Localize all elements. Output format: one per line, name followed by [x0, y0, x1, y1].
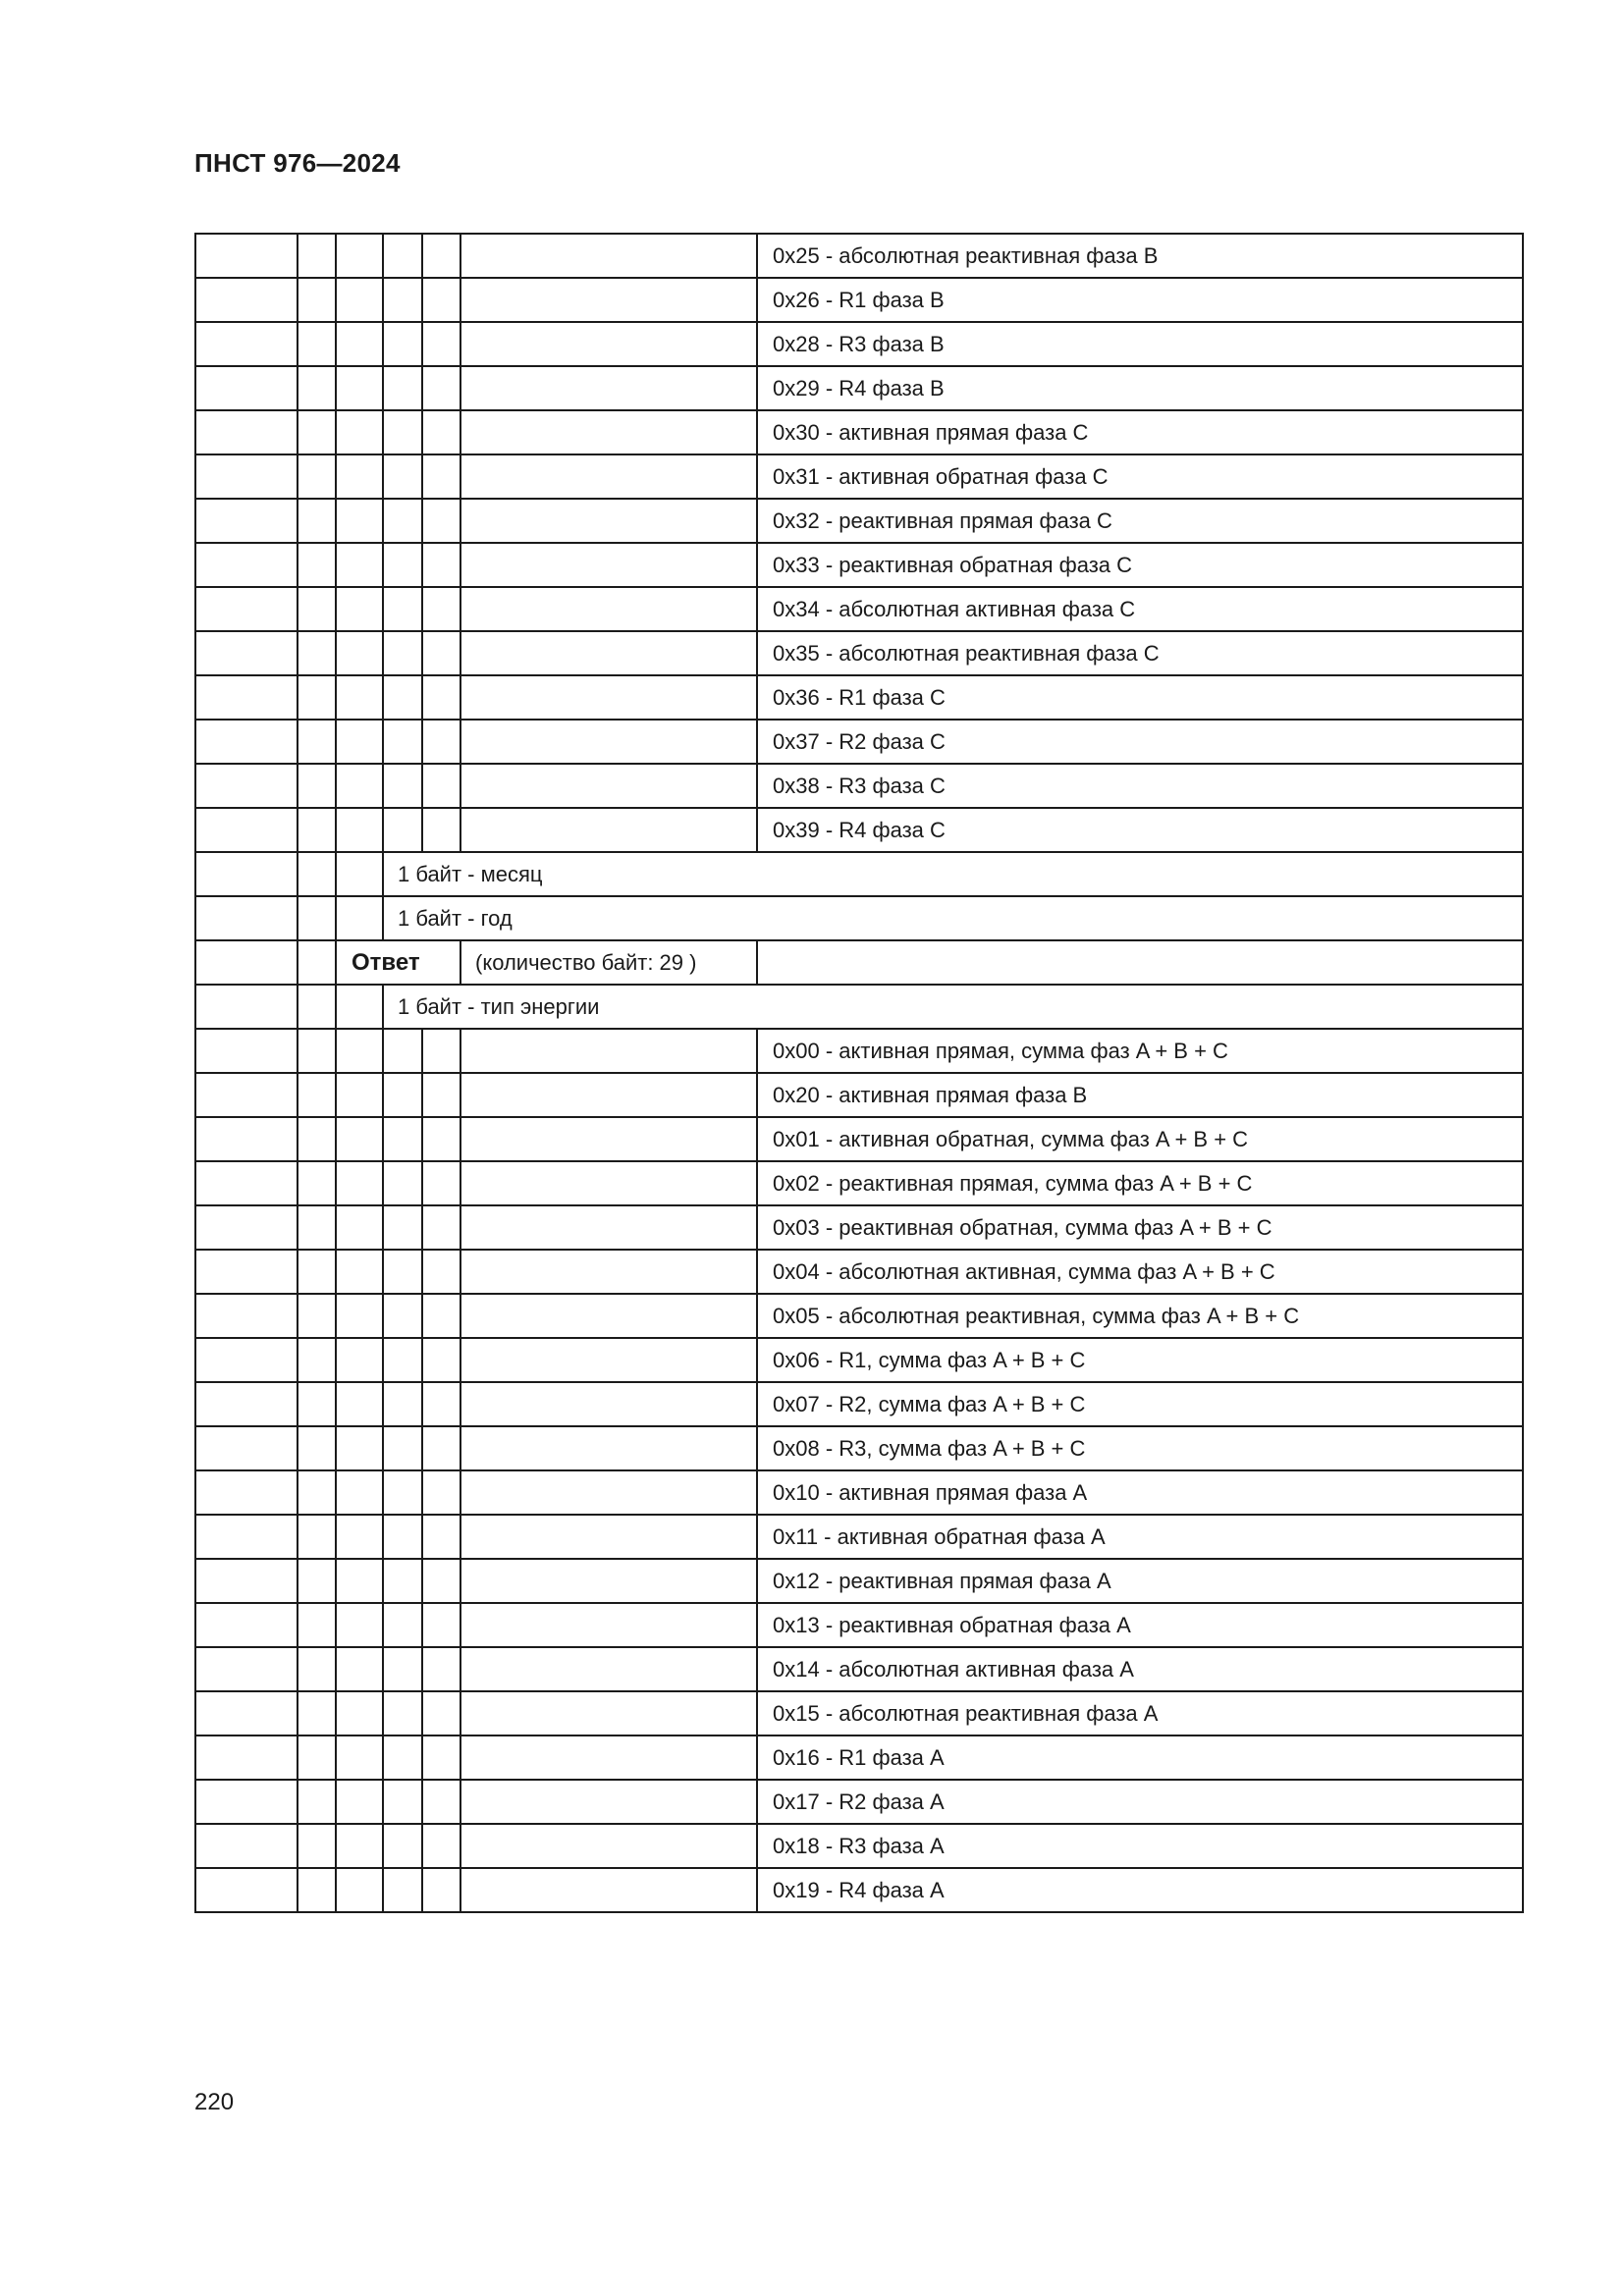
empty-cell	[298, 675, 336, 720]
empty-cell	[336, 808, 383, 852]
empty-cell	[422, 587, 460, 631]
empty-cell	[195, 1603, 298, 1647]
code-value-cell: 0x33 - реактивная обратная фаза C	[757, 543, 1523, 587]
empty-cell	[298, 322, 336, 366]
empty-cell	[460, 234, 757, 278]
table-row	[195, 1161, 1523, 1205]
empty-cell	[336, 1073, 383, 1117]
empty-cell	[195, 985, 298, 1029]
code-value-cell: 0x05 - абсолютная реактивная, сумма фаз A + B + C	[757, 1294, 1523, 1338]
empty-cell	[298, 587, 336, 631]
code-value-cell: 0x04 - абсолютная активная, сумма фаз A + B + C	[757, 1250, 1523, 1294]
empty-cell	[383, 675, 422, 720]
empty-cell	[298, 454, 336, 499]
empty-cell	[383, 366, 422, 410]
spec-table	[194, 233, 1524, 1913]
empty-cell	[460, 543, 757, 587]
empty-cell	[460, 1426, 757, 1470]
empty-cell	[195, 499, 298, 543]
empty-cell	[383, 1559, 422, 1603]
empty-cell	[422, 410, 460, 454]
empty-cell	[336, 1470, 383, 1515]
month-byte-label: 1 байт - месяц	[383, 852, 1523, 896]
empty-cell	[383, 1515, 422, 1559]
table-row	[195, 366, 1523, 410]
empty-cell	[298, 366, 336, 410]
empty-cell	[460, 1868, 757, 1912]
empty-cell	[336, 1647, 383, 1691]
code-value-cell: 0x30 - активная прямая фаза C	[757, 410, 1523, 454]
empty-cell	[383, 1691, 422, 1735]
empty-cell	[422, 1470, 460, 1515]
empty-cell	[298, 1603, 336, 1647]
table-row	[195, 1294, 1523, 1338]
empty-cell	[422, 454, 460, 499]
code-value-cell: 0x10 - активная прямая фаза A	[757, 1470, 1523, 1515]
empty-cell	[195, 1029, 298, 1073]
empty-cell	[460, 1250, 757, 1294]
empty-cell	[422, 234, 460, 278]
empty-cell	[383, 1073, 422, 1117]
empty-cell	[383, 1470, 422, 1515]
empty-cell	[336, 1250, 383, 1294]
table-row	[195, 1117, 1523, 1161]
empty-cell	[422, 1073, 460, 1117]
empty-cell	[195, 720, 298, 764]
empty-cell	[460, 278, 757, 322]
empty-cell	[336, 587, 383, 631]
empty-cell	[422, 1515, 460, 1559]
empty-cell	[336, 1205, 383, 1250]
empty-cell	[383, 631, 422, 675]
empty-cell	[195, 1294, 298, 1338]
empty-cell	[460, 1515, 757, 1559]
empty-cell	[460, 808, 757, 852]
table-row	[195, 1073, 1523, 1117]
empty-cell	[336, 1691, 383, 1735]
empty-cell	[460, 499, 757, 543]
empty-cell	[336, 1824, 383, 1868]
empty-cell	[422, 1426, 460, 1470]
empty-cell	[195, 1117, 298, 1161]
table-row	[195, 543, 1523, 587]
table-row	[195, 1250, 1523, 1294]
empty-cell	[336, 1382, 383, 1426]
empty-cell	[422, 1647, 460, 1691]
table-row	[195, 1470, 1523, 1515]
table-row	[195, 454, 1523, 499]
empty-cell	[422, 808, 460, 852]
code-value-cell: 0x19 - R4 фаза A	[757, 1868, 1523, 1912]
code-value-cell: 0x29 - R4 фаза B	[757, 366, 1523, 410]
document-code: ПНСТ 976—2024	[194, 148, 401, 178]
table-row	[195, 1559, 1523, 1603]
empty-cell	[298, 1161, 336, 1205]
empty-cell	[298, 1382, 336, 1426]
empty-cell	[422, 1824, 460, 1868]
empty-cell	[336, 1559, 383, 1603]
empty-cell	[298, 543, 336, 587]
empty-cell	[195, 764, 298, 808]
empty-cell	[195, 1780, 298, 1824]
code-value-cell: 0x31 - активная обратная фаза C	[757, 454, 1523, 499]
empty-cell	[298, 1647, 336, 1691]
empty-cell	[298, 499, 336, 543]
empty-cell	[336, 985, 383, 1029]
empty-cell	[460, 1691, 757, 1735]
empty-cell	[336, 1338, 383, 1382]
empty-cell	[422, 322, 460, 366]
empty-cell	[195, 1470, 298, 1515]
empty-cell	[195, 587, 298, 631]
empty-cell	[298, 1559, 336, 1603]
empty-cell	[298, 720, 336, 764]
empty-cell	[195, 366, 298, 410]
empty-cell	[298, 1824, 336, 1868]
table-row	[195, 1029, 1523, 1073]
code-value-cell: 0x17 - R2 фаза A	[757, 1780, 1523, 1824]
empty-cell	[422, 720, 460, 764]
empty-cell	[298, 1735, 336, 1780]
empty-cell	[195, 454, 298, 499]
empty-cell	[422, 1691, 460, 1735]
empty-cell	[422, 764, 460, 808]
empty-cell	[460, 1735, 757, 1780]
empty-cell	[336, 1029, 383, 1073]
code-value-cell: 0x14 - абсолютная активная фаза A	[757, 1647, 1523, 1691]
empty-cell	[298, 940, 336, 985]
response-byte-count: (количество байт: 29 )	[460, 940, 757, 985]
empty-cell	[383, 1735, 422, 1780]
code-value-cell: 0x01 - активная обратная, сумма фаз A + B + C	[757, 1117, 1523, 1161]
empty-cell	[336, 675, 383, 720]
empty-cell	[383, 410, 422, 454]
empty-cell	[195, 1647, 298, 1691]
empty-cell	[422, 1161, 460, 1205]
empty-cell	[298, 1426, 336, 1470]
code-value-cell: 0x39 - R4 фаза C	[757, 808, 1523, 852]
empty-cell	[422, 1735, 460, 1780]
code-value-cell: 0x25 - абсолютная реактивная фаза B	[757, 234, 1523, 278]
response-label: Ответ	[336, 940, 460, 985]
empty-cell	[336, 720, 383, 764]
empty-cell	[460, 1470, 757, 1515]
empty-cell	[298, 1073, 336, 1117]
table-row	[195, 764, 1523, 808]
response-row	[195, 940, 1523, 985]
table-row	[195, 410, 1523, 454]
code-value-cell: 0x02 - реактивная прямая, сумма фаз A + B + C	[757, 1161, 1523, 1205]
empty-cell	[298, 985, 336, 1029]
empty-cell	[298, 896, 336, 940]
empty-cell	[383, 234, 422, 278]
empty-cell	[460, 1029, 757, 1073]
code-value-cell: 0x11 - активная обратная фаза A	[757, 1515, 1523, 1559]
empty-cell	[195, 1559, 298, 1603]
empty-cell	[298, 1117, 336, 1161]
empty-cell	[298, 410, 336, 454]
empty-cell	[460, 410, 757, 454]
empty-cell	[422, 1868, 460, 1912]
empty-cell	[422, 1603, 460, 1647]
empty-cell	[383, 1294, 422, 1338]
table-row	[195, 278, 1523, 322]
empty-cell	[460, 1073, 757, 1117]
empty-cell	[460, 1338, 757, 1382]
table-row	[195, 1735, 1523, 1780]
table-row	[195, 1824, 1523, 1868]
code-value-cell: 0x06 - R1, сумма фаз A + B + C	[757, 1338, 1523, 1382]
table-row	[195, 1647, 1523, 1691]
empty-cell	[298, 1868, 336, 1912]
empty-cell	[422, 1117, 460, 1161]
empty-cell	[336, 1868, 383, 1912]
empty-cell	[460, 1294, 757, 1338]
empty-cell	[195, 1824, 298, 1868]
empty-cell	[460, 1117, 757, 1161]
empty-cell	[383, 1382, 422, 1426]
empty-cell	[298, 852, 336, 896]
empty-cell	[195, 1426, 298, 1470]
code-value-cell: 0x15 - абсолютная реактивная фаза A	[757, 1691, 1523, 1735]
code-value-cell: 0x34 - абсолютная активная фаза C	[757, 587, 1523, 631]
empty-cell	[422, 1338, 460, 1382]
empty-cell	[195, 410, 298, 454]
empty-cell	[383, 278, 422, 322]
empty-cell	[460, 675, 757, 720]
empty-cell	[195, 852, 298, 896]
empty-cell	[336, 631, 383, 675]
table-row	[195, 1780, 1523, 1824]
empty-cell	[336, 234, 383, 278]
table-row	[195, 1338, 1523, 1382]
empty-cell	[383, 1338, 422, 1382]
empty-cell	[336, 499, 383, 543]
empty-cell	[460, 1161, 757, 1205]
empty-cell	[298, 1470, 336, 1515]
empty-cell	[195, 675, 298, 720]
empty-cell	[336, 764, 383, 808]
empty-cell	[383, 1250, 422, 1294]
code-value-cell: 0x32 - реактивная прямая фаза C	[757, 499, 1523, 543]
empty-cell	[383, 1117, 422, 1161]
empty-cell	[383, 1029, 422, 1073]
empty-cell	[383, 1161, 422, 1205]
code-value-cell: 0x37 - R2 фаза C	[757, 720, 1523, 764]
table-row	[195, 720, 1523, 764]
empty-cell	[336, 1515, 383, 1559]
empty-cell	[336, 1426, 383, 1470]
empty-cell	[460, 322, 757, 366]
empty-cell	[460, 1559, 757, 1603]
empty-cell	[336, 896, 383, 940]
empty-cell	[383, 1603, 422, 1647]
empty-cell	[383, 587, 422, 631]
empty-cell	[298, 234, 336, 278]
empty-cell	[298, 1205, 336, 1250]
table-row	[195, 631, 1523, 675]
table-row	[195, 234, 1523, 278]
energy-type-label: 1 байт - тип энергии	[383, 985, 1523, 1029]
empty-cell	[383, 543, 422, 587]
table-row	[195, 675, 1523, 720]
empty-cell	[422, 366, 460, 410]
empty-cell	[460, 1824, 757, 1868]
empty-cell	[460, 1382, 757, 1426]
empty-cell	[383, 764, 422, 808]
table-row	[195, 499, 1523, 543]
code-value-cell: 0x16 - R1 фаза A	[757, 1735, 1523, 1780]
empty-cell	[298, 764, 336, 808]
empty-cell	[460, 764, 757, 808]
empty-cell	[460, 1205, 757, 1250]
empty-cell	[195, 1250, 298, 1294]
table-row	[195, 808, 1523, 852]
code-value-cell: 0x28 - R3 фаза B	[757, 322, 1523, 366]
empty-cell	[195, 234, 298, 278]
empty-cell	[298, 278, 336, 322]
empty-cell	[422, 675, 460, 720]
code-value-cell: 0x12 - реактивная прямая фаза A	[757, 1559, 1523, 1603]
empty-cell	[195, 1382, 298, 1426]
empty-cell	[460, 587, 757, 631]
empty-cell	[336, 1294, 383, 1338]
empty-cell	[422, 499, 460, 543]
empty-cell	[422, 1029, 460, 1073]
empty-cell	[298, 631, 336, 675]
empty-cell	[383, 322, 422, 366]
empty-cell	[298, 1338, 336, 1382]
empty-cell	[383, 1824, 422, 1868]
table-row	[195, 1515, 1523, 1559]
code-value-cell: 0x13 - реактивная обратная фаза A	[757, 1603, 1523, 1647]
empty-cell	[298, 808, 336, 852]
empty-cell	[460, 454, 757, 499]
code-value-cell: 0x38 - R3 фаза C	[757, 764, 1523, 808]
empty-cell	[298, 1515, 336, 1559]
empty-cell	[422, 1294, 460, 1338]
code-value-cell: 0x08 - R3, сумма фаз A + B + C	[757, 1426, 1523, 1470]
empty-cell	[383, 808, 422, 852]
empty-cell	[422, 631, 460, 675]
empty-cell	[460, 1603, 757, 1647]
empty-cell	[460, 1647, 757, 1691]
code-value-cell: 0x36 - R1 фаза C	[757, 675, 1523, 720]
table-row	[195, 985, 1523, 1029]
empty-cell	[195, 940, 298, 985]
table-row	[195, 1382, 1523, 1426]
empty-cell	[298, 1029, 336, 1073]
empty-cell	[195, 1205, 298, 1250]
empty-cell	[195, 808, 298, 852]
empty-cell	[336, 366, 383, 410]
table-row	[195, 852, 1523, 896]
empty-cell	[195, 1338, 298, 1382]
code-value-cell: 0x26 - R1 фаза B	[757, 278, 1523, 322]
table-row	[195, 896, 1523, 940]
empty-cell	[383, 720, 422, 764]
empty-cell	[460, 366, 757, 410]
table-row	[195, 322, 1523, 366]
empty-cell	[383, 499, 422, 543]
empty-cell	[195, 543, 298, 587]
empty-cell	[422, 278, 460, 322]
empty-cell	[383, 1868, 422, 1912]
empty-cell	[422, 1205, 460, 1250]
code-value-cell: 0x18 - R3 фаза A	[757, 1824, 1523, 1868]
table-row	[195, 1603, 1523, 1647]
empty-cell	[422, 1382, 460, 1426]
empty-cell	[336, 322, 383, 366]
empty-cell	[383, 454, 422, 499]
empty-cell	[422, 1559, 460, 1603]
empty-cell	[195, 1691, 298, 1735]
empty-cell	[383, 1426, 422, 1470]
empty-cell	[195, 1515, 298, 1559]
empty-cell	[460, 720, 757, 764]
empty-cell	[298, 1780, 336, 1824]
empty-cell	[298, 1294, 336, 1338]
empty-cell	[336, 1161, 383, 1205]
empty-cell	[195, 1161, 298, 1205]
code-value-cell: 0x35 - абсолютная реактивная фаза C	[757, 631, 1523, 675]
table-row	[195, 1691, 1523, 1735]
empty-cell	[195, 631, 298, 675]
empty-cell	[383, 1205, 422, 1250]
empty-cell	[336, 543, 383, 587]
response-value-cell	[757, 940, 1523, 985]
empty-cell	[195, 278, 298, 322]
empty-cell	[195, 896, 298, 940]
empty-cell	[195, 1868, 298, 1912]
code-value-cell: 0x07 - R2, сумма фаз A + B + C	[757, 1382, 1523, 1426]
empty-cell	[336, 410, 383, 454]
empty-cell	[460, 631, 757, 675]
empty-cell	[336, 852, 383, 896]
empty-cell	[336, 1117, 383, 1161]
empty-cell	[336, 1735, 383, 1780]
empty-cell	[422, 1780, 460, 1824]
code-value-cell: 0x03 - реактивная обратная, сумма фаз A + B + C	[757, 1205, 1523, 1250]
empty-cell	[336, 278, 383, 322]
empty-cell	[460, 1780, 757, 1824]
empty-cell	[383, 1780, 422, 1824]
empty-cell	[195, 1073, 298, 1117]
code-value-cell: 0x00 - активная прямая, сумма фаз A + B + C	[757, 1029, 1523, 1073]
empty-cell	[336, 454, 383, 499]
empty-cell	[298, 1250, 336, 1294]
table-row	[195, 587, 1523, 631]
table-row	[195, 1205, 1523, 1250]
empty-cell	[422, 543, 460, 587]
table-row	[195, 1868, 1523, 1912]
year-byte-label: 1 байт - год	[383, 896, 1523, 940]
empty-cell	[298, 1691, 336, 1735]
empty-cell	[336, 1603, 383, 1647]
empty-cell	[336, 1780, 383, 1824]
table-row	[195, 1426, 1523, 1470]
page-number: 220	[194, 2089, 235, 2115]
empty-cell	[195, 1735, 298, 1780]
empty-cell	[195, 322, 298, 366]
empty-cell	[422, 1250, 460, 1294]
empty-cell	[383, 1647, 422, 1691]
code-value-cell: 0x20 - активная прямая фаза B	[757, 1073, 1523, 1117]
